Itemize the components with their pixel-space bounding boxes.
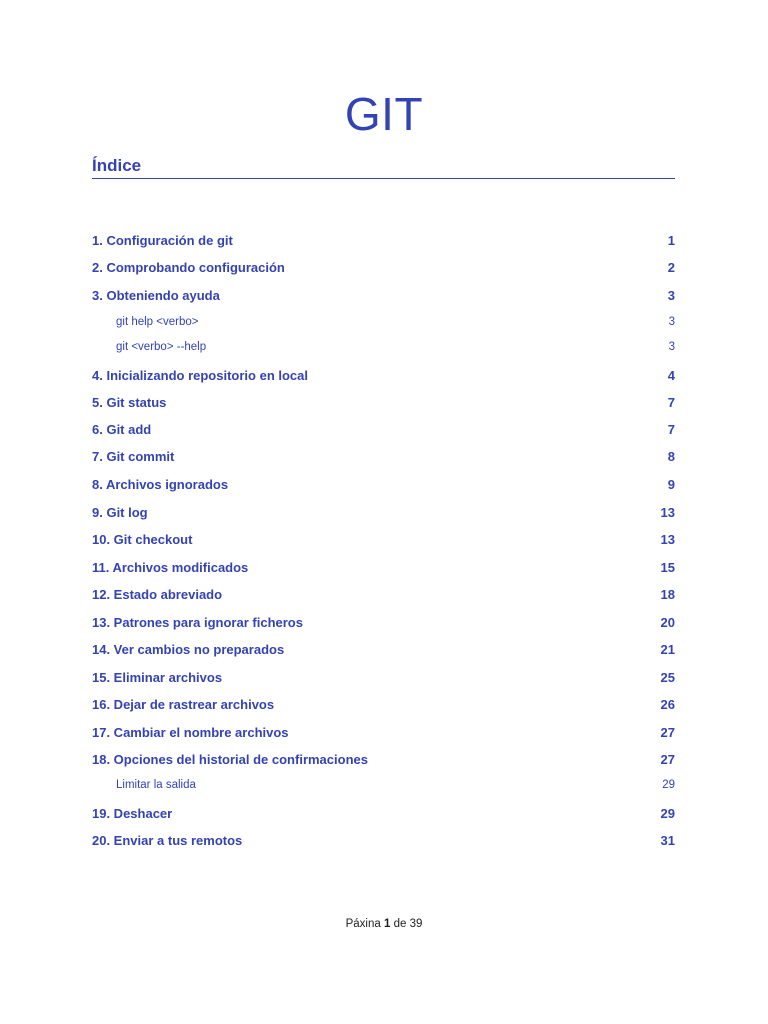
toc-entry-page-number: 27 — [660, 725, 675, 740]
toc-entry-label: 19. Deshacer — [92, 806, 173, 821]
toc-entry-label: 6. Git add — [92, 422, 152, 437]
toc-entry-page-number: 7 — [667, 395, 675, 410]
toc-entry[interactable] — [92, 505, 675, 520]
toc-entry[interactable] — [92, 615, 675, 630]
toc-subentry[interactable] — [92, 316, 675, 328]
toc-entry-label: 20. Enviar a tus remotos — [92, 833, 243, 848]
toc-entry[interactable] — [92, 725, 675, 740]
toc-entry[interactable] — [92, 532, 675, 547]
page-footer — [0, 918, 768, 930]
toc-entry-label: 3. Obteniendo ayuda — [92, 288, 220, 303]
toc-entry-label: 17. Cambiar el nombre archivos — [92, 725, 289, 740]
toc-entry-page-number: 7 — [667, 422, 675, 437]
toc-entry-label: 12. Estado abreviado — [92, 587, 223, 602]
toc-entry-page-number: 29 — [660, 806, 675, 821]
toc-entry-label: 1. Configuración de git — [92, 233, 233, 248]
toc-entry-page-number: 15 — [660, 560, 675, 575]
toc-entry-page-number: 26 — [660, 697, 675, 712]
toc-entry[interactable] — [92, 288, 675, 303]
footer-total-pages: 39 — [409, 918, 423, 930]
toc-entry[interactable] — [92, 806, 675, 821]
toc-heading: Índice — [92, 156, 142, 175]
toc-entry-page-number: 4 — [667, 368, 675, 383]
toc-entry-page-number: 27 — [660, 752, 675, 767]
toc-entry-page-number: 18 — [660, 587, 675, 602]
toc-entry-page-number: 20 — [660, 615, 675, 630]
toc-entry-label: 7. Git commit — [92, 449, 175, 464]
toc-entry[interactable] — [92, 670, 675, 685]
toc-entry[interactable] — [92, 395, 675, 410]
toc-entry-page-number: 13 — [660, 532, 675, 547]
toc-subentry[interactable] — [92, 341, 675, 353]
toc-entry-page-number: 13 — [660, 505, 675, 520]
toc-entry-page-number: 29 — [662, 779, 675, 791]
toc-entry[interactable] — [92, 260, 675, 275]
toc-entry-page-number: 9 — [667, 477, 675, 492]
toc-entry-page-number: 3 — [668, 316, 675, 328]
toc-entry-label: 15. Eliminar archivos — [92, 670, 223, 685]
toc-entry[interactable] — [92, 833, 675, 848]
toc-entry[interactable] — [92, 233, 675, 248]
toc-subentry[interactable] — [92, 779, 675, 791]
toc-entry[interactable] — [92, 697, 675, 712]
toc-entry[interactable] — [92, 368, 675, 383]
toc-entry-label: 14. Ver cambios no preparados — [92, 642, 285, 657]
toc-entry-page-number: 1 — [667, 233, 675, 248]
toc-entry[interactable] — [92, 752, 675, 767]
toc-entry-page-number: 8 — [667, 449, 675, 464]
toc-entry[interactable] — [92, 449, 675, 464]
toc-entry-label: 13. Patrones para ignorar ficheros — [92, 615, 303, 630]
toc-entry-label: 9. Git log — [92, 505, 148, 520]
toc-entry-label: 4. Inicializando repositorio en local — [92, 368, 308, 383]
toc-entry-page-number: 31 — [660, 833, 675, 848]
toc-entry-label: 2. Comprobando configuración — [92, 260, 285, 275]
toc-entry-page-number: 21 — [660, 642, 675, 657]
toc-entry[interactable] — [92, 422, 675, 437]
footer-page-prefix: Páxina — [345, 918, 381, 930]
toc-entry-page-number: 25 — [660, 670, 675, 685]
toc-entry[interactable] — [92, 477, 675, 492]
table-of-contents — [92, 0, 675, 900]
footer-current-page: 1 — [383, 918, 391, 930]
toc-entry-label: 8. Archivos ignorados — [92, 477, 229, 492]
toc-entry[interactable] — [92, 642, 675, 657]
toc-entry-label: 16. Dejar de rastrear archivos — [92, 697, 275, 712]
toc-entry-page-number: 3 — [667, 288, 675, 303]
toc-entry-label: git help <verbo> — [116, 316, 199, 328]
footer-separator: de — [393, 918, 407, 930]
toc-entry-label: 11. Archivos modificados — [92, 560, 249, 575]
toc-entry-label: 5. Git status — [92, 395, 167, 410]
toc-entry[interactable] — [92, 560, 675, 575]
toc-entry-label: 10. Git checkout — [92, 532, 193, 547]
document-title: GIT — [344, 88, 424, 140]
toc-entry-label: 18. Opciones del historial de confirmaciones — [92, 752, 368, 767]
toc-entry-label: git <verbo> --help — [116, 341, 207, 353]
toc-entry[interactable] — [92, 587, 675, 602]
toc-entry-page-number: 2 — [667, 260, 675, 275]
toc-entry-label: Limitar la salida — [116, 779, 196, 791]
toc-entry-page-number: 3 — [668, 341, 675, 353]
